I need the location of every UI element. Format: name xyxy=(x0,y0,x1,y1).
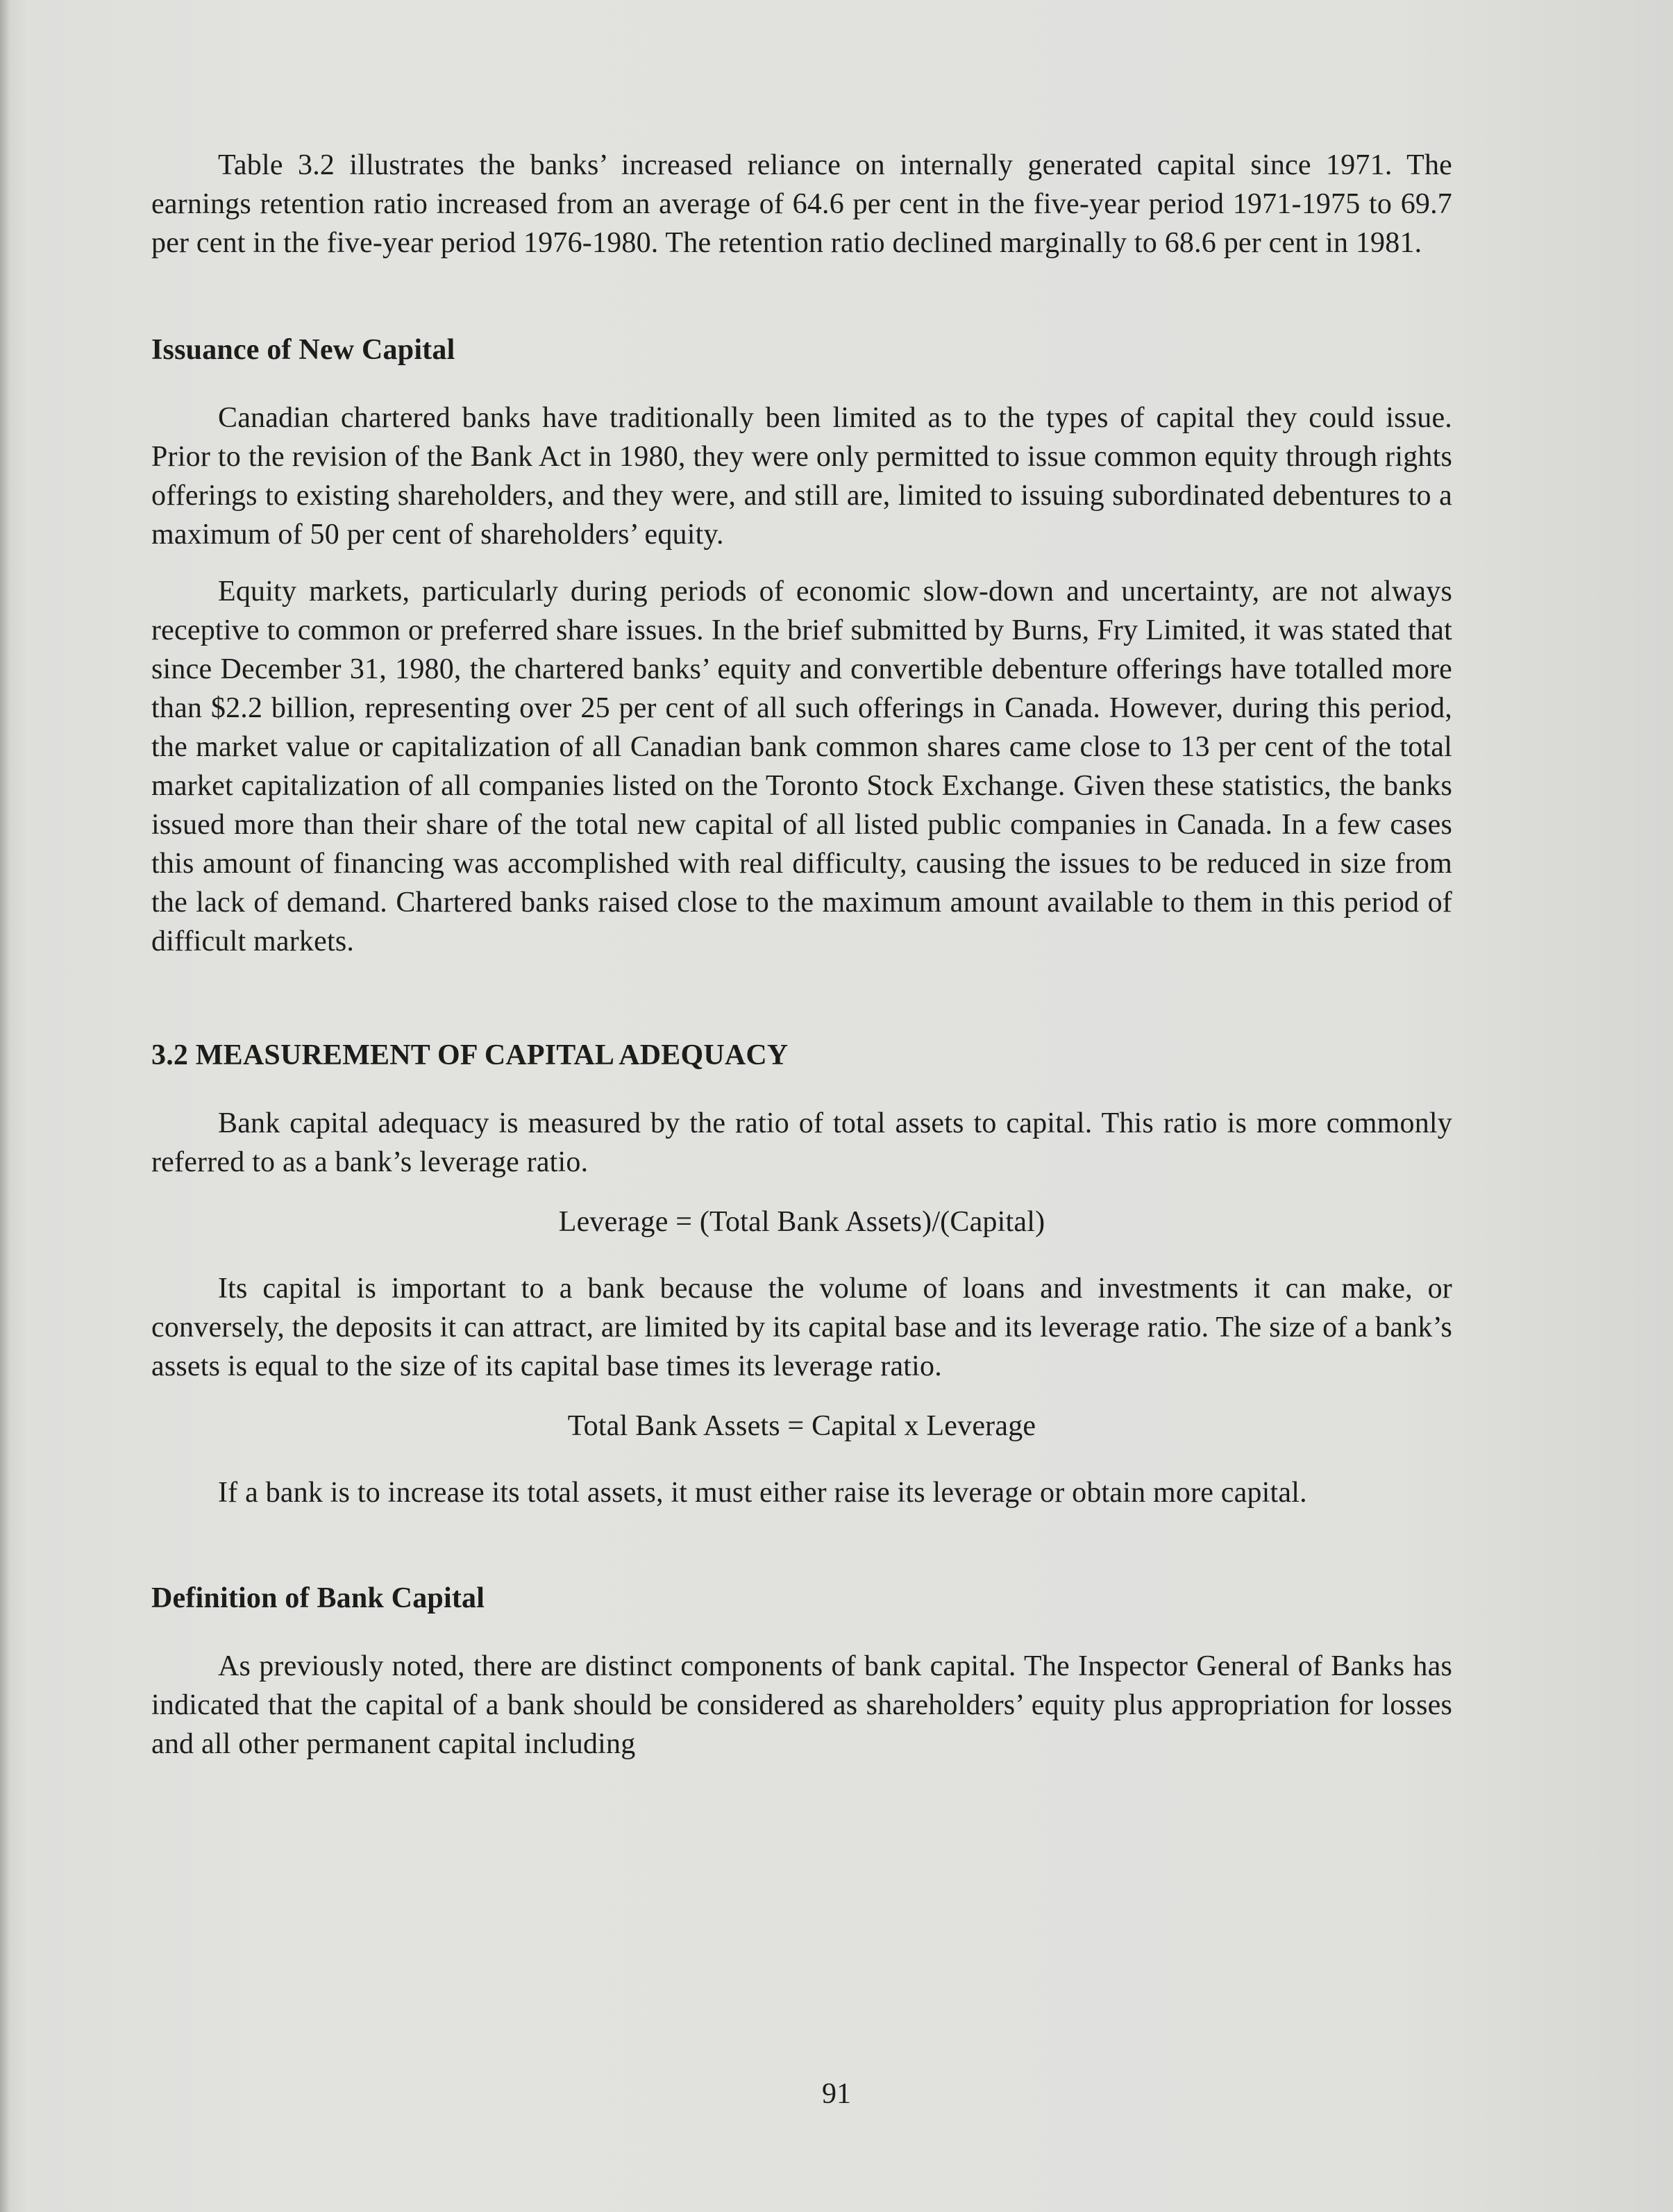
paragraph-capital-importance: Its capital is important to a bank because the volume of loans and investments it can make, or conversely, the deposits it can attract, are limited by its capital base and its leverage ratio. The size of a bank’s assets is equal to the size of its capital base times its leverage ratio. xyxy=(151,1273,1452,1382)
page-spine-shadow xyxy=(0,0,10,2212)
paragraph-increase-assets: If a bank is to increase its total assets, it must either raise its leverage or obtain more capital. xyxy=(218,1477,1307,1509)
heading-definition-bank-capital: Definition of Bank Capital xyxy=(151,1582,485,1614)
paragraph-retention-ratio: Table 3.2 illustrates the banks’ increased reliance on internally generated capital since 1971. The earnings retention ratio increased from an average of 64.6 per cent in the five-year period 1971-1975 to 69.7 per cent in the five-year period 1976-1980. The retention ratio declined marginally to 68.6 per cent in 1981. xyxy=(151,149,1452,259)
heading-issuance-new-capital: Issuance of New Capital xyxy=(151,334,455,366)
paragraph-capital-limits: Canadian chartered banks have traditionally been limited as to the types of capital they could issue. Prior to the revision of the Bank Act in 1980, they were only permitted to issue common equity through rights offerings to existing shareholders, and they were, and still are, limited to issuing subordinated debentures to a maximum of 50 per cent of shareholders’ equity. xyxy=(151,402,1452,551)
paragraph-leverage-intro: Bank capital adequacy is measured by the ratio of total assets to capital. This ratio is more commonly referred to as a bank’s leverage ratio. xyxy=(151,1107,1452,1178)
formula-total-assets: Total Bank Assets = Capital x Leverage xyxy=(567,1410,1036,1442)
paragraph-equity-markets: Equity markets, particularly during periods of economic slow-down and uncertainty, are not always receptive to common or preferred share issues. In the brief submitted by Burns, Fry Limited, it was stated that since December 31, 1980, the chartered banks’ equity and convertible debenture offerings have totalled more than $2.2 billion, representing over 25 per cent of all such offerings in Canada. However, during this period, the market value or capitalization of all Canadian bank common shares came close to 13 per cent of the total market capitalization of all companies listed on the Toronto Stock Exchange. Given these statistics, the banks issued more than their share of the total new capital of all listed public companies in Canada. In a few cases this amount of financing was accomplished with real difficulty, causing the issues to be reduced in size from the lack of demand. Chartered banks raised close to the maximum amount available to them in this period of difficult markets. xyxy=(151,576,1452,957)
page-body xyxy=(151,146,1452,1763)
formula-leverage: Leverage = (Total Bank Assets)/(Capital) xyxy=(558,1206,1045,1238)
page-number: 91 xyxy=(822,2078,851,2110)
heading-capital-adequacy: 3.2 MEASUREMENT OF CAPITAL ADEQUACY xyxy=(151,1039,789,1071)
paragraph-capital-components: As previously noted, there are distinct components of bank capital. The Inspector General of Banks has indicated that the capital of a bank should be considered as shareholders’ equity plus appropriation for losses and all other permanent capital including xyxy=(151,1650,1452,1760)
